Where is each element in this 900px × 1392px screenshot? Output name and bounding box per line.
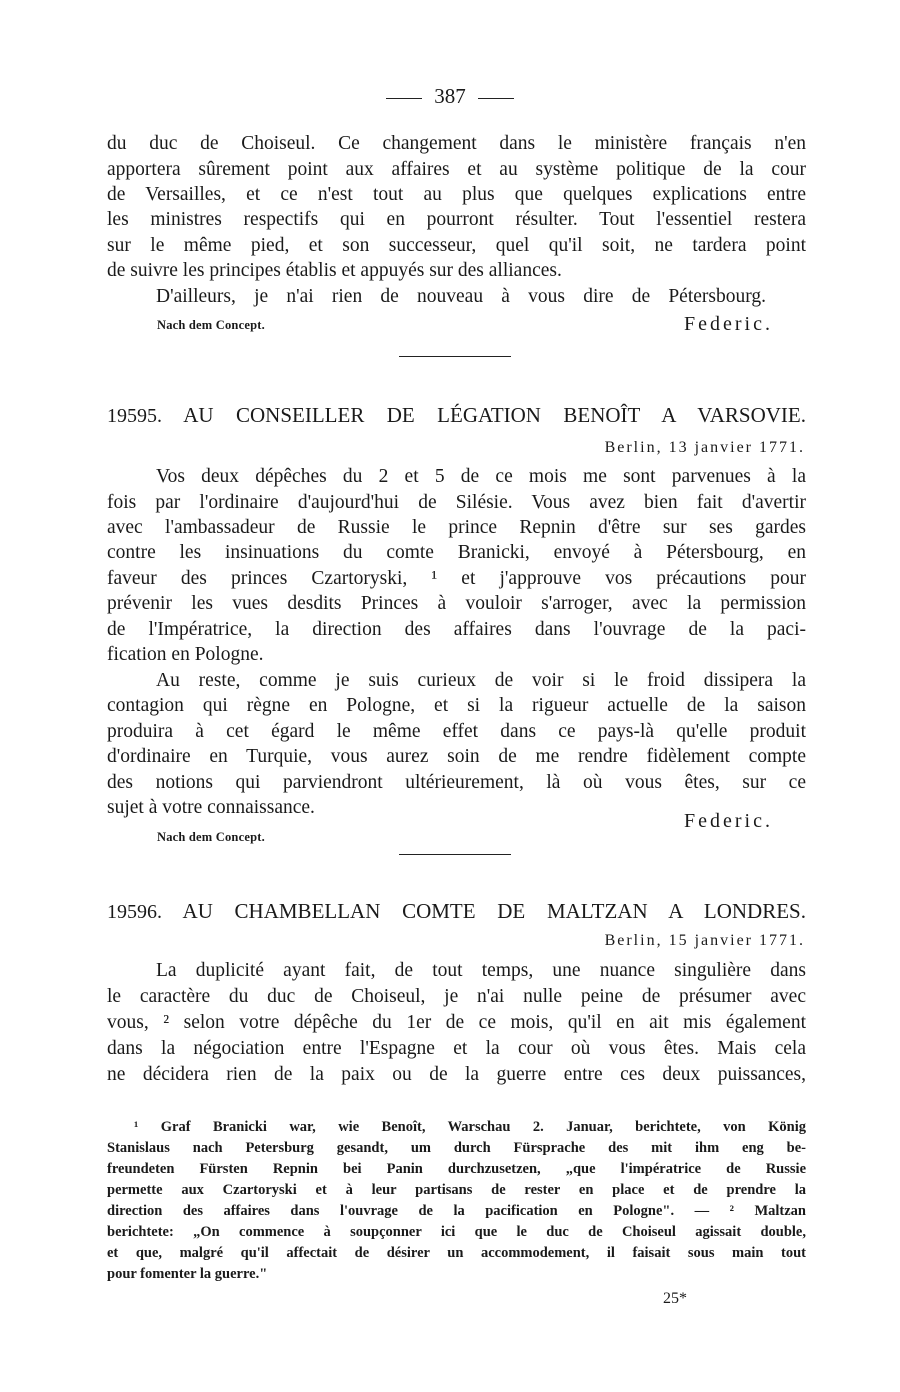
section-divider <box>399 854 511 855</box>
text-line: produira à cet égard le même effet dans ce pays-là qu'elle produit <box>107 721 806 742</box>
letter-heading <box>107 403 806 428</box>
footnote-line: pour fomenter la guerre." <box>107 1266 268 1282</box>
page-number-right-dash <box>478 98 514 99</box>
dateline: Berlin, 15 janvier 1771. <box>604 932 805 949</box>
page-number <box>0 84 900 109</box>
text-line: fication en Pologne. <box>107 644 264 665</box>
text-line: sur le même pied, et son successeur, quel qu'il soit, ne tardera point <box>107 235 806 256</box>
text-line: des notions qui parviendront ultérieurement, là où vous êtes, sur ce <box>107 772 806 793</box>
dateline: Berlin, 13 janvier 1771. <box>604 439 805 456</box>
footnote-line: ¹ Graf Branicki war, wie Benoît, Warschau 2. Januar, berichtete, von König <box>134 1119 806 1135</box>
text-line: avec l'ambassadeur de Russie le prince Repnin d'être sur ses gardes <box>107 517 806 538</box>
text-line: de suivre les principes établis et appuyés sur des alliances. <box>107 260 562 281</box>
text-line: Au reste, comme je suis curieux de voir si le froid dissipera la <box>156 670 806 691</box>
text-line: du duc de Choiseul. Ce changement dans le ministère français n'en <box>107 133 806 154</box>
text-line: le caractère du duc de Choiseul, je n'ai nulle peine de présumer avec <box>107 986 806 1007</box>
text-line: ne décidera rien de la paix ou de la guerre entre ces deux puissances, <box>107 1064 806 1085</box>
text-line: prévenir les vues desdits Princes à vouloir s'arroger, avec la permission <box>107 593 806 614</box>
footnote-line: et que, malgré qu'il affectait de désirer un accommodement, il faisait sous main tout <box>107 1245 806 1261</box>
source-note: Nach dem Concept. <box>157 830 265 844</box>
text-line: les ministres respectifs qui en pourront résulter. Tout l'essentiel restera <box>107 209 806 230</box>
footnote-line: berichtete: „On commence à soupçonner ici que le duc de Choiseul agissait double, <box>107 1224 806 1240</box>
letter-title: AU CONSEILLER DE LÉGATION BENOÎT A VARSOVIE. <box>183 403 807 427</box>
page-number-left-dash <box>386 98 422 99</box>
letter-number: 19595. <box>107 405 162 427</box>
letter-heading <box>107 899 806 924</box>
text-line: fois par l'ordinaire d'aujourd'hui de Silésie. Vous avez bien fait d'avertir <box>107 492 806 513</box>
text-line: de l'Impératrice, la direction des affaires dans l'ouvrage de la paci- <box>107 619 806 640</box>
text-line: faveur des princes Czartoryski, ¹ et j'approuve vos précautions pour <box>107 568 806 589</box>
section-divider <box>399 356 511 357</box>
text-line: contagion qui règne en Pologne, et si la rigueur actuelle de la saison <box>107 695 806 716</box>
text-line: vous, ² selon votre dépêche du 1er de ce mois, qu'il en ait mis également <box>107 1012 806 1033</box>
text-line: apportera sûrement point aux affaires et au système politique de la cour <box>107 159 806 180</box>
text-line: contre les insinuations du comte Branicki, envoyé à Pétersbourg, en <box>107 542 806 563</box>
letter-title: AU CHAMBELLAN COMTE DE MALTZAN A LONDRES. <box>182 899 806 923</box>
text-line: La duplicité ayant fait, de tout temps, une nuance singulière dans <box>156 960 806 981</box>
letter-number: 19596. <box>107 901 162 923</box>
text-line: d'ordinaire en Turquie, vous aurez soin de me rendre fidèlement compte <box>107 746 806 767</box>
text-line: Vos deux dépêches du 2 et 5 de ce mois me sont parvenues à la <box>156 466 806 487</box>
source-note: Nach dem Concept. <box>157 318 265 332</box>
text-line: de Versailles, et ce n'est tout au plus que quelques explications entre <box>107 184 806 205</box>
text-line: sujet à votre connaissance. <box>107 797 315 818</box>
text-line: D'ailleurs, je n'ai rien de nouveau à vous dire de Pétersbourg. <box>156 286 766 307</box>
footnote-line: direction des affaires dans l'ouvrage de la pacification en Pologne". — ² Maltzan <box>107 1203 806 1219</box>
signature: Federic. <box>684 313 773 335</box>
signature-mark: 25* <box>663 1290 687 1307</box>
footnote-line: freundeten Fürsten Repnin bei Panin durchzusetzen, „que l'impératrice de Russie <box>107 1161 806 1177</box>
signature: Federic. <box>684 810 773 832</box>
page-number-text: 387 <box>434 84 466 108</box>
text-line: dans la négociation entre l'Espagne et la cour où vous êtes. Mais cela <box>107 1038 806 1059</box>
footnote-line: Stanislaus nach Petersburg gesandt, um durch Fürsprache des mit ihm eng be- <box>107 1140 806 1156</box>
footnote-line: permette aux Czartoryski et à leur partisans de rester en place et de prendre la <box>107 1182 806 1198</box>
